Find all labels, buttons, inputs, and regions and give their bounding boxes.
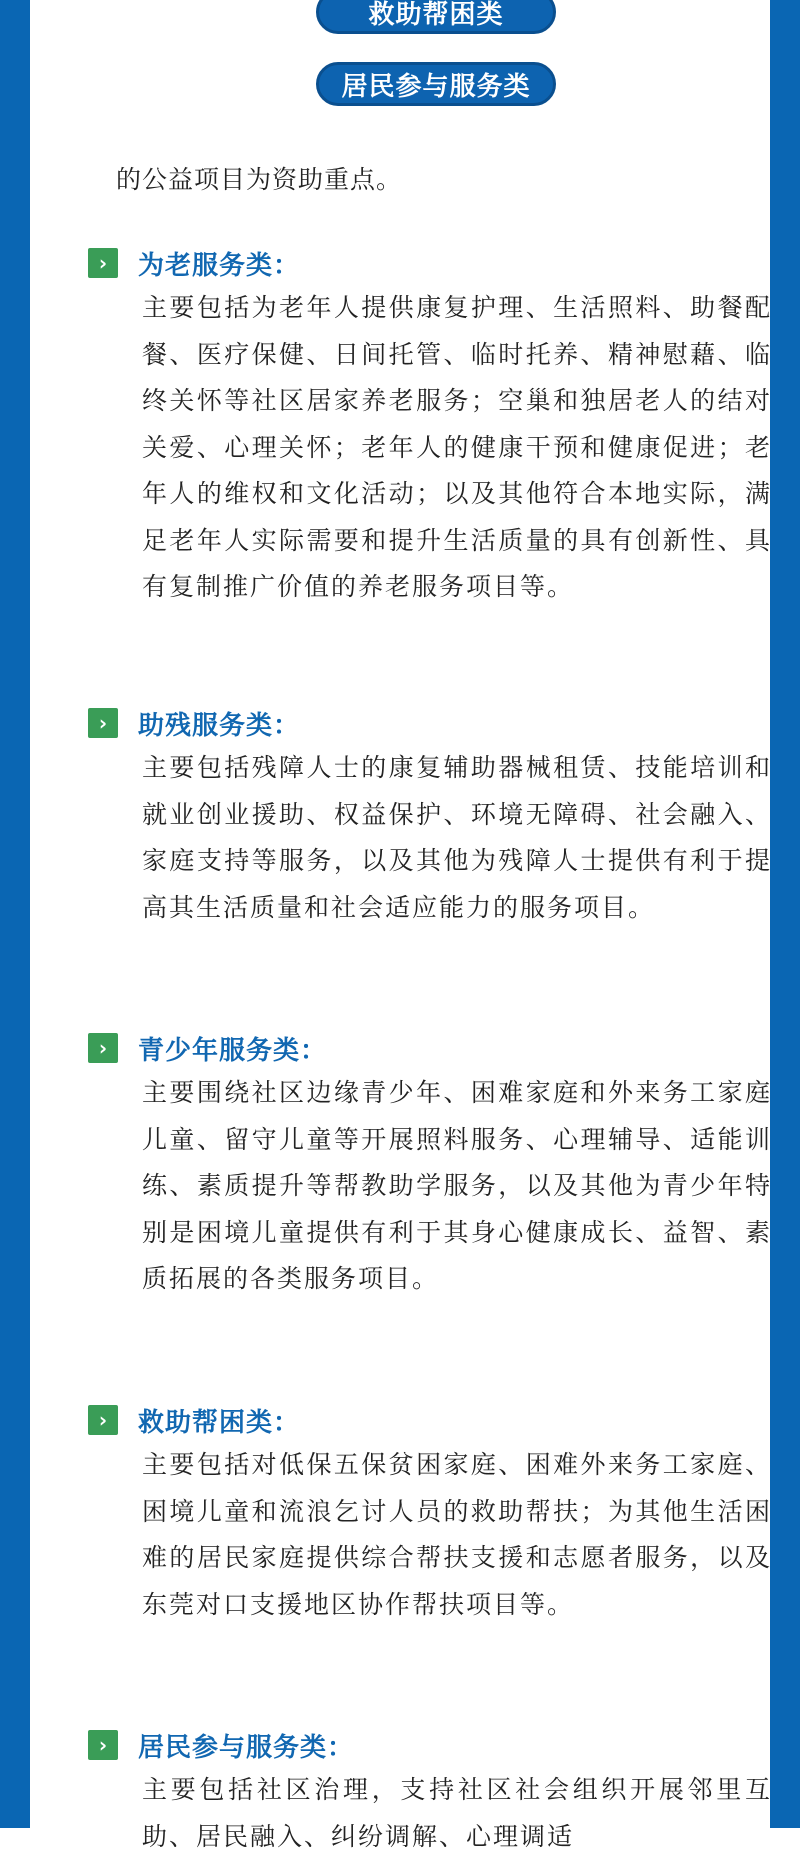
chevron-right-icon: › [88,248,118,278]
category-pill-rescue: 救助帮困类 [316,0,556,34]
section-body: 主要包括残障人士的康复辅助器械租赁、技能培训和就业创业援助、权益保护、环境无障碍、社会融入、家庭支持等服务，以及其他为残障人士提供有利于提高其生活质量和社会适应能力的服务项目。 [142,753,772,922]
page-content [30,0,772,1851]
section-elderly [88,243,778,611]
chevron-right-icon: › [88,1730,118,1760]
left-border [0,0,30,1828]
section-title: 助残服务类： [138,710,301,741]
category-pill-resident: 居民参与服务类 [316,62,556,106]
intro-text: 的公益项目为资助重点。 [116,165,403,194]
section-resident [88,1725,778,1860]
chevron-right-icon: › [88,708,118,738]
chevron-right-icon: › [88,1405,118,1435]
section-youth [88,1028,778,1303]
section-disabled [88,703,778,931]
section-title: 青少年服务类： [138,1035,328,1066]
section-body: 主要包括为老年人提供康复护理、生活照料、助餐配餐、医疗保健、日间托管、临时托养、精神慰藉、临终关怀等社区居家养老服务；空巢和独居老人的结对关爱、心理关怀；老年人的健康干预和健康促进；老年人的维权和文化活动；以及其他符合本地实际，满足老年人实际需要和提升生活质量的具有创新性、具有复制推广价值的养老服务项目等。 [142,293,772,601]
section-title: 居民参与服务类： [138,1732,355,1763]
section-body: 主要围绕社区边缘青少年、困难家庭和外来务工家庭儿童、留守儿童等开展照料服务、心理辅导、适能训练、素质提升等帮教助学服务，以及其他为青少年特别是困境儿童提供有利于其身心健康成长、益智、素质拓展的各类服务项目。 [142,1078,772,1293]
section-rescue [88,1400,778,1628]
section-body: 主要包括对低保五保贫困家庭、困难外来务工家庭、困境儿童和流浪乞讨人员的救助帮扶；为其他生活困难的居民家庭提供综合帮扶支援和志愿者服务，以及东莞对口支援地区协作帮扶项目等。 [142,1450,772,1619]
section-title: 救助帮困类： [138,1407,301,1438]
chevron-right-icon: › [88,1033,118,1063]
section-body: 主要包括社区治理，支持社区社会组织开展邻里互助、居民融入、纠纷调解、心理调适 [142,1775,772,1851]
section-title: 为老服务类： [138,250,301,281]
